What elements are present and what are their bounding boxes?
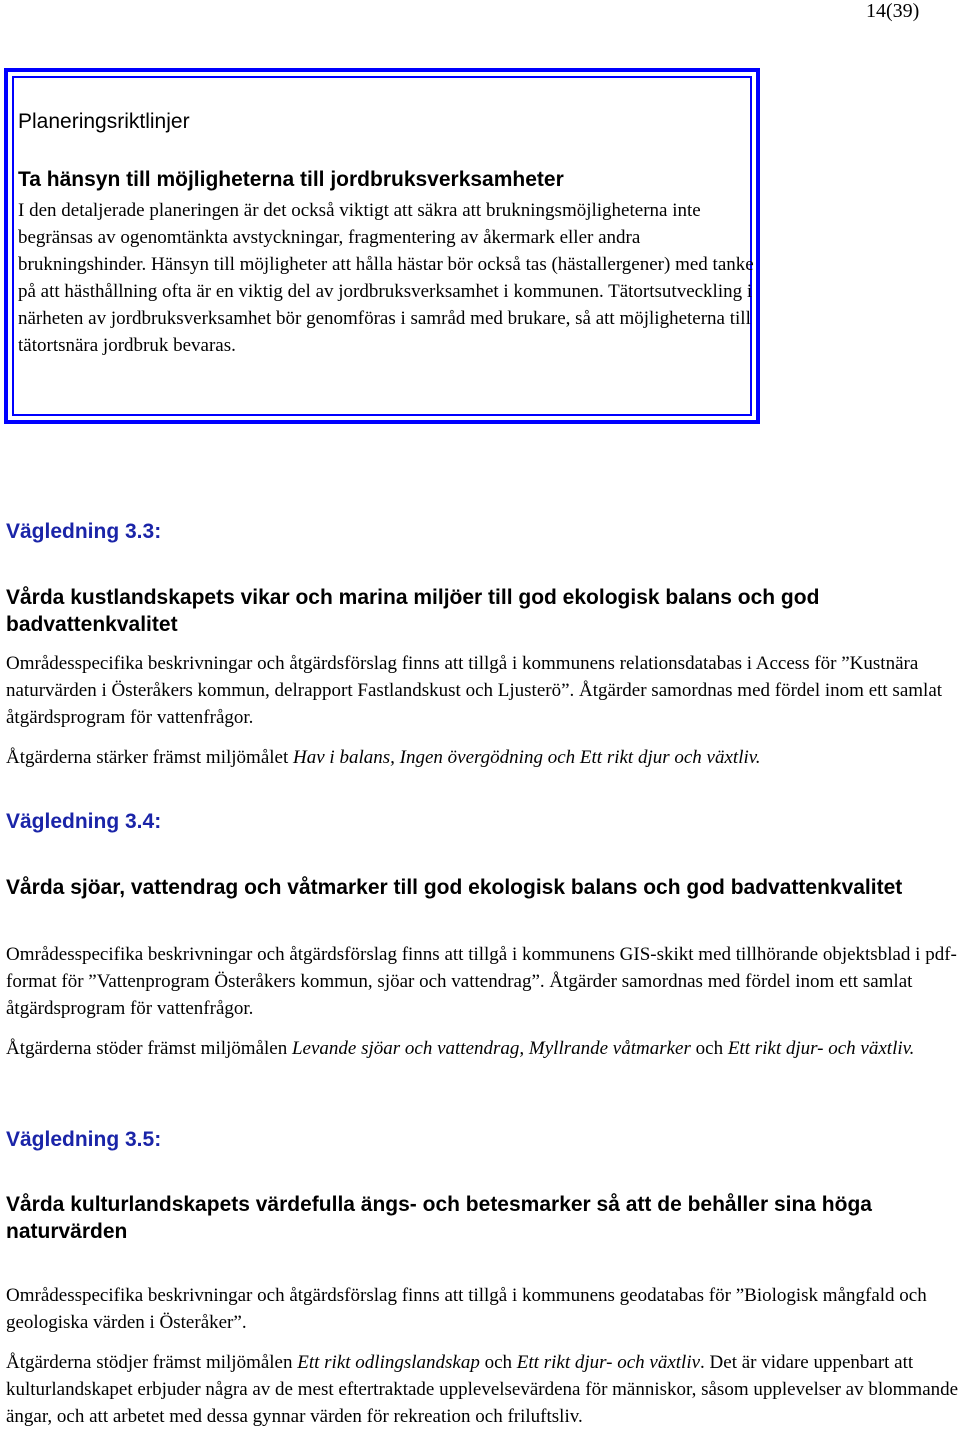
section-goals-3-3 — [6, 744, 960, 771]
section-label-3-3: Vägledning 3.3: — [6, 520, 162, 543]
goals-italic: Ett rikt odlingslandskap — [297, 1352, 480, 1373]
goals-italic-2: Ett rikt djur- och växtliv. — [727, 1038, 915, 1059]
goals-prefix: Åtgärderna stärker främst miljömålet — [6, 747, 294, 768]
section-title-3-4: Vårda sjöar, vattendrag och våtmarker till god ekologisk balans och god badvattenkvalitet — [6, 876, 903, 899]
section-title-3-3: Vårda kustlandskapets vikar och marina miljöer till god ekologisk balans och god badvattenkvalitet — [6, 586, 820, 636]
section-title-3-5: Vårda kulturlandskapets värdefulla ängs- och betesmarker så att de behåller sina höga naturvärden — [6, 1193, 872, 1243]
section-label-3-4: Vägledning 3.4: — [6, 810, 162, 833]
section-label-3-5: Vägledning 3.5: — [6, 1128, 162, 1151]
goals-prefix: Åtgärderna stöder främst miljömålen — [6, 1038, 292, 1059]
guideline-box-subheading: Ta hänsyn till möjligheterna till jordbruksverksamheter — [18, 168, 564, 191]
section-goals-3-5 — [6, 1349, 960, 1430]
goals-italic: Levande sjöar och vattendrag, Myllrande våtmarker — [291, 1038, 691, 1059]
section-paragraph-3-3: Områdesspecifika beskrivningar och åtgärdsförslag finns att tillgå i kommunens relationsdatabas i Access för ”Kustnära naturvärden i Österåkers kommun, delrapport Fastlandskust och Ljusterö”. Åtgärder samordnas med fördel inom ett samlat åtgärdsprogram för vattenfrågor. — [6, 653, 943, 728]
goals-mid: och — [690, 1038, 728, 1059]
goals-suffix: . Det är vidare uppenbart att kulturlandskapet erbjuder några av de mest eftertraktade upplevelsevärdena för människor, såsom upplevelser av blommande ängar, och att arbetet med dessa gynnar värden för rekreation och friluftsliv. — [6, 1352, 959, 1427]
goals-italic-2: Ett rikt djur- och växtliv — [516, 1352, 701, 1373]
section-goals-3-4 — [6, 1035, 960, 1062]
page-number: 14(39) — [866, 0, 920, 22]
guideline-box-heading: Planeringsriktlinjer — [18, 110, 190, 133]
section-paragraph-3-4: Områdesspecifika beskrivningar och åtgärdsförslag finns att tillgå i kommunens GIS-skikt med tillhörande objektsblad i pdf-format för ”Vattenprogram Österåkers kommun, sjöar och vattendrag”. Åtgärder samordnas med fördel inom ett samlat åtgärdsprogram för vattenfrågor. — [6, 944, 957, 1019]
goals-mid: och — [479, 1352, 517, 1373]
goals-italic: Hav i balans, Ingen övergödning och Ett rikt djur och växtliv. — [293, 747, 761, 768]
guideline-box-body: I den detaljerade planeringen är det också viktigt att säkra att brukningsmöjligheterna inte begränsas av ogenomtänkta avstyckningar, fragmentering av åkermark eller andra brukningshinder. Hänsyn till möjligheter att hålla hästar bör också tas (hästallergener) med tanke på att hästhållning ofta är en viktig del av jordbruksverksamhet i kommunen. Tätortsutveckling i närheten av jordbruksverksamhet bör genomföras i samråd med brukare, så att möjligheterna till tätortsnära jordbruk bevaras. — [18, 200, 754, 356]
section-paragraph-3-5: Områdesspecifika beskrivningar och åtgärdsförslag finns att tillgå i kommunens geodatabas för ”Biologisk mångfald och geologiska värden i Österåker”. — [6, 1285, 927, 1333]
goals-prefix: Åtgärderna stödjer främst miljömålen — [6, 1352, 298, 1373]
